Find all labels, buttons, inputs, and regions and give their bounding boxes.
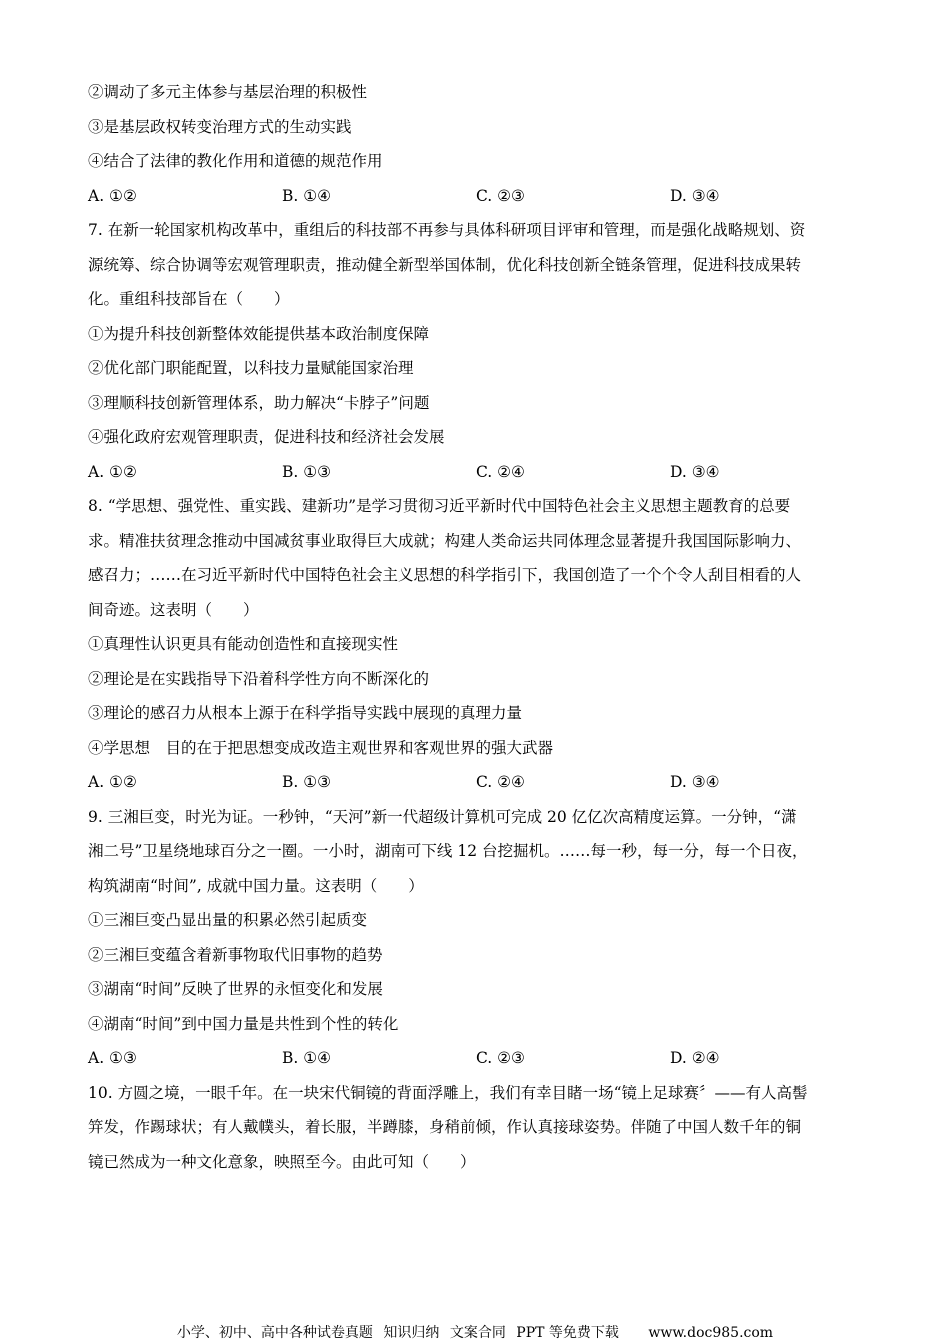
q6-option-c: C. ②③ [476,186,525,205]
q8-stem-line-4: 间奇迹。这表明（ ） [88,600,259,619]
q7-choice-3: ③理顺科技创新管理体系，助力解决“卡脖子”问题 [88,393,430,412]
q6-choice-3: ③是基层政权转变治理方式的生动实践 [88,117,352,136]
q6-option-d: D. ③④ [670,186,720,205]
page-footer [0,1322,950,1342]
q9-options [88,1046,864,1081]
q9-choice-1: ①三湘巨变凸显出量的积累必然引起质变 [88,911,368,929]
q6-option-a: A. ①② [88,186,137,205]
q8-stem-line-1: 8. “学思想、强党性、重实践、建新功”是学习贯彻习近平新时代中国特色社会主义思想主题教育的总要 [88,497,791,515]
q8-choice-4: ④学思想 目的在于把思想变成改造主观世界和客观世界的强大武器 [88,738,554,757]
q8-stem-line-3: 感召力；……在习近平新时代中国特色社会主义思想的科学指引下，我国创造了一个个令人刮目相看的人 [88,566,802,584]
q7-choice-4: ④强化政府宏观管理职责，促进科技和经济社会发展 [88,428,445,446]
q6-choice-4: ④结合了法律的教化作用和道德的规范作用 [88,152,383,170]
q9-choice-3: ③湖南“时间”反映了世界的永恒变化和发展 [88,980,383,998]
q9-option-c: C. ②③ [476,1049,525,1067]
q8-option-b: B. ①③ [282,773,332,791]
q7-option-b: B. ①③ [282,462,332,481]
q7-option-a: A. ①② [88,462,137,481]
q7-stem-line-2: 源统筹、综合协调等宏观管理职责，推动健全新型举国体制，优化科技创新全链条管理，促进科技成果转 [88,255,802,274]
q9-stem-line-1: 9. 三湘巨变，时光为证。一秒钟，“天河”新一代超级计算机可完成 20 亿亿次高精度运算。一分钟，“潇 [88,807,797,826]
q9-stem-line-2: 湘二号”卫星绕地球百分之一圈。一小时，湖南可下线 12 台挖掘机。……每一秒，每一分，每一个日夜， [88,842,808,860]
q6-option-b: B. ①④ [282,186,332,205]
q9-option-a: A. ①③ [88,1049,137,1067]
page-content [88,80,864,1184]
q9-option-d: D. ②④ [670,1049,720,1067]
q8-options [88,770,864,805]
q6-choice-2: ②调动了多元主体参与基层治理的积极性 [88,83,368,101]
footer-item: 文案合同 [449,1325,506,1341]
q8-choice-1: ①真理性认识更具有能动创造性和直接现实性 [88,635,399,653]
footer-item: 小学、初中、高中各种试卷真题 [176,1325,373,1341]
q8-option-c: C. ②④ [476,773,525,791]
q7-choice-1: ①为提升科技创新整体效能提供基本政治制度保障 [88,324,430,343]
q8-stem-line-2: 求。精准扶贫理念推动中国减贫事业取得巨大成就；构建人类命运共同体理念显著提升我国国际影响力、 [88,531,802,550]
q7-options [88,460,864,495]
q8-choice-3: ③理论的感召力从根本上源于在科学指导实践中展现的真理力量 [88,704,523,722]
footer-item: 知识归纳 [383,1325,440,1341]
q10-stem-line-2: 笄发，作踢球状；有人戴幞头，着长服，半蹲膝，身稍前倾，作认真接球姿势。伴随了中国人数千年的铜 [88,1118,802,1136]
q8-option-d: D. ③④ [670,773,720,791]
q10-stem-line-1: 10. 方圆之境，一眼千年。在一块宋代铜镜的背面浮雕上，我们有幸目睹一场“镜上足球赛〞——有人高髻 [88,1083,808,1102]
q8-option-a: A. ①② [88,773,137,791]
q10-stem-line-3: 镜已然成为一种文化意象，映照至今。由此可知（ ） [88,1152,476,1171]
q9-stem-line-3: 构筑湖南“时间”, 成就中国力量。这表明（ ） [88,876,424,895]
q7-choice-2: ②优化部门职能配置，以科技力量赋能国家治理 [88,359,414,377]
q8-choice-2: ②理论是在实践指导下沿着科学性方向不断深化的 [88,669,430,688]
q7-option-d: D. ③④ [670,462,720,481]
q7-stem-line-3: 化。重组科技部旨在（ ） [88,290,290,308]
q9-option-b: B. ①④ [282,1049,332,1067]
q7-stem-line-1: 7. 在新一轮国家机构改革中，重组后的科技部不再参与具体科研项目评审和管理，而是强化战略规划、资 [88,221,806,239]
footer-url-link[interactable]: www.doc985.com [648,1325,774,1341]
footer-item: PPT 等免费下载 [516,1325,619,1341]
q9-choice-2: ②三湘巨变蕴含着新事物取代旧事物的趋势 [88,945,383,964]
q6-options [88,184,864,219]
q9-choice-4: ④湖南“时间”到中国力量是共性到个性的转化 [88,1014,399,1033]
q7-option-c: C. ②④ [476,462,525,481]
